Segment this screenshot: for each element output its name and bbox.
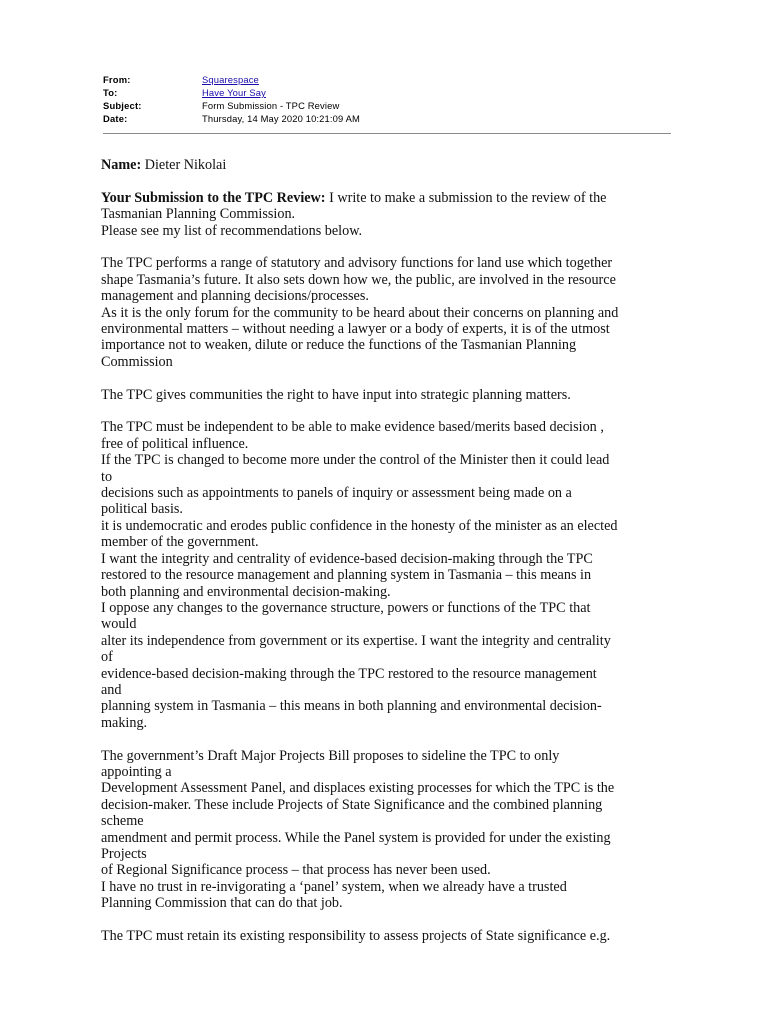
body-line: would [101,616,137,633]
body-line: free of political influence. [101,435,249,452]
message-body [101,157,673,944]
to-row [103,86,671,99]
from-row [103,73,671,86]
to-label: To: [103,87,118,98]
body-line: I have no trust in re-invigorating a ‘panel’ system, when we already have a trusted [101,878,567,895]
body-line: political basis. [101,501,183,518]
body-line: both planning and environmental decision-making. [101,583,391,600]
date-row [103,112,671,125]
body-line: alter its independence from government or its expertise. I want the integrity and centrality [101,632,611,649]
paragraph-gap [101,912,673,928]
body-line: I want the integrity and centrality of evidence-based decision-making through the TPC [101,550,593,567]
paragraph-gap [101,239,673,255]
name-value: Dieter Nikolai [141,157,227,173]
paragraph-gap [101,173,673,189]
submission-label: Your Submission to the TPC Review: [101,189,326,206]
body-line: planning system in Tasmania – this means in both planning and environmental decision- [101,698,602,715]
submission-line [101,190,673,206]
body-line: decisions such as appointments to panels of inquiry or assessment being made on a [101,485,572,502]
body-line: making. [101,714,148,731]
subject-value: Form Submission - TPC Review [202,100,340,111]
body-line: amendment and permit process. While the Panel system is provided for under the existing [101,829,611,846]
body-line: Please see my list of recommendations below. [101,222,363,239]
from-label: From: [103,74,131,85]
subject-row [103,99,671,112]
to-link[interactable]: Have Your Say [202,87,266,98]
body-line: The TPC gives communities the right to have input into strategic planning matters. [101,386,571,403]
body-line: Tasmanian Planning Commission. [101,206,296,223]
body-line: If the TPC is changed to become more under the control of the Minister then it could lead [101,452,610,469]
paragraph-gap [101,370,673,386]
body-line: I oppose any changes to the governance structure, powers or functions of the TPC that [101,599,591,616]
body-line: The TPC must retain its existing responsibility to assess projects of State significance e.g. [101,928,611,944]
body-line: of Regional Significance process – that process has never been used. [101,862,491,879]
body-line: shape Tasmania’s future. It also sets down how we, the public, are involved in the resource [101,271,616,288]
name-label: Name: [101,157,142,173]
body-line: and [101,681,122,698]
body-line: it is undemocratic and erodes public confidence in the honesty of the minister as an elected [101,517,618,534]
body-line: Development Assessment Panel, and displaces existing processes for which the TPC is the [101,780,615,797]
body-line: I write to make a submission to the review of the [325,189,607,206]
body-line: The government’s Draft Major Projects Bill proposes to sideline the TPC to only [101,747,560,764]
body-lines [101,206,673,944]
body-line: Planning Commission that can do that job. [101,895,343,912]
subject-label: Subject: [103,100,142,111]
date-value: Thursday, 14 May 2020 10:21:09 AM [202,113,360,124]
body-line: member of the government. [101,534,259,551]
date-label: Date: [103,113,128,124]
body-line: decision-maker. These include Projects of State Significance and the combined planning [101,796,603,813]
body-line: importance not to weaken, dilute or reduce the functions of the Tasmanian Planning [101,337,577,354]
body-line: evidence-based decision-making through the TPC restored to the resource management [101,665,597,682]
header-divider [103,133,671,134]
body-line: restored to the resource management and planning system in Tasmania – this means in [101,567,592,584]
body-line: scheme [101,813,144,830]
body-line: management and planning decisions/processes. [101,288,369,305]
body-line: The TPC performs a range of statutory and advisory functions for land use which together [101,255,613,272]
body-line: environmental matters – without needing a lawyer or a body of experts, it is of the utmost [101,321,610,338]
from-link[interactable]: Squarespace [202,74,259,85]
body-line: appointing a [101,763,172,780]
body-line: to [101,468,113,485]
name-line [101,157,673,173]
body-line: As it is the only forum for the community to be heard about their concerns on planning and [101,304,619,321]
body-line: Commission [101,353,173,370]
body-line: of [101,649,113,666]
paragraph-gap [101,731,673,747]
body-line: Projects [101,845,147,862]
email-header [103,73,671,125]
body-line: The TPC must be independent to be able to make evidence based/merits based decision , [101,419,604,436]
paragraph-gap [101,403,673,419]
